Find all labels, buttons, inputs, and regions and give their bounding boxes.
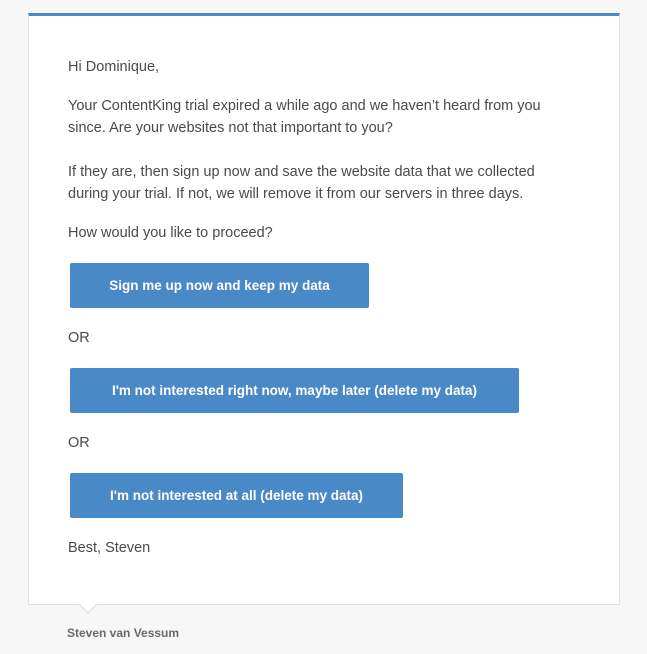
paragraph-line: If they are, then sign up now and save the website data that we collected	[68, 164, 535, 180]
paragraph-line: since. Are your websites not that important to you?	[68, 120, 393, 136]
button-label: I'm not interested right now, maybe later (delete my data)	[111, 383, 478, 398]
speech-bubble-tail	[79, 605, 97, 614]
paragraph-trial-expired	[68, 95, 541, 139]
maybe-later-delete-data-button[interactable]	[70, 368, 519, 413]
signoff: Best, Steven	[68, 540, 151, 556]
question: How would you like to proceed?	[68, 225, 273, 241]
paragraph-sign-up	[68, 161, 535, 205]
button-label: I'm not interested at all (delete my data)	[109, 488, 364, 503]
paragraph-line: Your ContentKing trial expired a while ago and we haven’t heard from you	[68, 98, 541, 114]
or-separator: OR	[68, 435, 90, 451]
author-name: Steven van Vessum	[67, 626, 180, 640]
greeting: Hi Dominique,	[68, 59, 160, 75]
paragraph-line: during your trial. If not, we will remove it from our servers in three days.	[68, 186, 524, 202]
sign-up-keep-data-button[interactable]	[70, 263, 369, 308]
or-separator: OR	[68, 330, 90, 346]
not-interested-delete-data-button[interactable]	[70, 473, 403, 518]
button-label: Sign me up now and keep my data	[109, 278, 330, 293]
